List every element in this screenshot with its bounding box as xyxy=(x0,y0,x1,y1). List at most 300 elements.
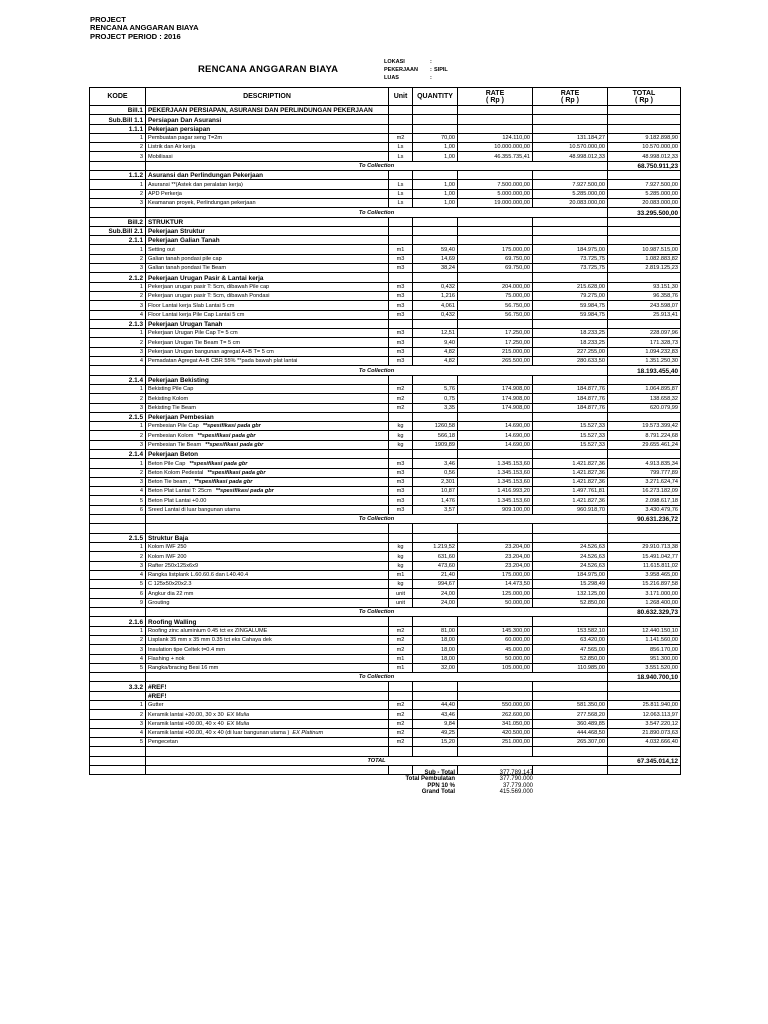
row-code: 3 xyxy=(90,198,146,207)
info-val: SIPIL xyxy=(434,67,448,74)
collection-total: 18.940.700,10 xyxy=(608,673,681,682)
row-rate-adjusted: 277.568,20 xyxy=(533,710,608,719)
empty-cell xyxy=(389,171,413,180)
row-total: 48.998.012,33 xyxy=(608,152,681,161)
document-title: RENCANA ANGGARAN BIAYA xyxy=(198,64,339,75)
row-code: 5 xyxy=(90,738,146,747)
row-rate: 265.500,00 xyxy=(458,357,533,366)
row-rate: 69.750,00 xyxy=(458,254,533,263)
row-total: 9.182.898,90 xyxy=(608,133,681,142)
table-row xyxy=(90,477,681,486)
summary-label: Grand Total xyxy=(421,788,455,795)
row-description xyxy=(146,338,389,347)
row-rate-adjusted: 360.489,85 xyxy=(533,719,608,728)
row-rate: 420.500,00 xyxy=(458,728,533,737)
row-description: #REF! xyxy=(146,691,389,700)
row-quantity: 566,18 xyxy=(413,431,458,440)
row-unit: Ls xyxy=(389,198,413,207)
empty-cell xyxy=(90,524,146,533)
col-rate-2-label: RATE xyxy=(560,89,580,97)
row-rate-adjusted: 20.083.000,00 xyxy=(533,198,608,207)
row-quantity: 5,76 xyxy=(413,384,458,393)
row-total: 4.032.666,40 xyxy=(608,738,681,747)
empty-cell xyxy=(413,273,458,282)
description-spec: **spesifikasi pada gbr xyxy=(207,469,266,476)
description-text: Pembesian Tie Beam xyxy=(148,441,202,448)
row-quantity: 3,57 xyxy=(413,505,458,514)
row-quantity: 12,51 xyxy=(413,329,458,338)
table-row xyxy=(90,589,681,598)
empty-cell xyxy=(413,449,458,458)
section-header-row xyxy=(90,171,681,180)
row-rate-adjusted: 184.975,00 xyxy=(533,570,608,579)
row-code: 2 xyxy=(90,143,146,152)
empty-cell xyxy=(90,608,146,617)
row-quantity: 70,00 xyxy=(413,133,458,142)
row-quantity: 1,00 xyxy=(413,189,458,198)
row-total: 25.811.940,00 xyxy=(608,701,681,710)
row-description xyxy=(146,198,389,207)
empty-cell xyxy=(533,171,608,180)
row-quantity: 44,40 xyxy=(413,701,458,710)
row-quantity: 15,20 xyxy=(413,738,458,747)
summary-value: 377.789.147 xyxy=(499,770,533,776)
empty-cell xyxy=(90,673,146,682)
row-rate-adjusted: 132.125,00 xyxy=(533,589,608,598)
description-text: Galian tanah pondasi pile cap xyxy=(148,256,222,263)
row-code: 1.1.1 xyxy=(90,124,146,133)
row-description xyxy=(146,728,389,737)
row-total: 138.658,32 xyxy=(608,394,681,403)
row-rate-adjusted: 59.984,75 xyxy=(533,310,608,319)
description-text: Gutter xyxy=(148,702,164,709)
section-header-row xyxy=(90,319,681,328)
empty-cell xyxy=(389,106,413,115)
description-text: Galian tanah pondasi Tie Beam xyxy=(148,265,227,272)
table-row xyxy=(90,542,681,551)
empty-cell xyxy=(90,208,146,217)
empty-cell xyxy=(608,691,681,700)
table-row xyxy=(90,710,681,719)
table-row xyxy=(90,329,681,338)
row-rate: 14.690,00 xyxy=(458,431,533,440)
row-rate: 14.690,00 xyxy=(458,440,533,449)
row-unit: m2 xyxy=(389,738,413,747)
summary-label: PPN 10 % xyxy=(427,782,455,789)
row-rate-adjusted: 15.527,33 xyxy=(533,422,608,431)
row-quantity: 0,432 xyxy=(413,310,458,319)
row-unit: m2 xyxy=(389,133,413,142)
row-rate-adjusted: 184.877,76 xyxy=(533,384,608,393)
row-code: 2 xyxy=(90,635,146,644)
project-period: PROJECT PERIOD : 2016 xyxy=(90,31,181,41)
row-quantity: 4,82 xyxy=(413,347,458,356)
row-description xyxy=(146,552,389,561)
row-total: 3.271.624,74 xyxy=(608,477,681,486)
empty-cell xyxy=(533,115,608,124)
empty-cell xyxy=(533,449,608,458)
row-unit: kg xyxy=(389,552,413,561)
row-code: 4 xyxy=(90,487,146,496)
row-code: 2 xyxy=(90,291,146,300)
row-code: Sub.Bill 1.1 xyxy=(90,115,146,124)
row-code: 2.1.5 xyxy=(90,533,146,542)
row-description xyxy=(146,264,389,273)
row-description xyxy=(146,635,389,644)
row-quantity: 81,00 xyxy=(413,626,458,635)
row-description xyxy=(146,663,389,672)
row-quantity: 1,00 xyxy=(413,198,458,207)
row-total: 171.328,73 xyxy=(608,338,681,347)
description-text: Pengecetan xyxy=(148,739,178,746)
empty-cell xyxy=(413,106,458,115)
row-rate: 341.050,00 xyxy=(458,719,533,728)
row-code: 3 xyxy=(90,561,146,570)
section-header-row xyxy=(90,412,681,421)
row-rate: 1.345.153,60 xyxy=(458,477,533,486)
empty-cell xyxy=(90,366,146,375)
description-text: Floor Lantai kerja Pile Cap Lantai 5 cm xyxy=(148,311,245,318)
empty-cell xyxy=(389,412,413,421)
row-quantity: 1.219,52 xyxy=(413,542,458,551)
row-rate: 1.345.153,60 xyxy=(458,496,533,505)
row-unit: m3 xyxy=(389,310,413,319)
row-total: 11.615.811,02 xyxy=(608,561,681,570)
row-total: 951.300,00 xyxy=(608,654,681,663)
row-description: Persiapan Dan Asuransi xyxy=(146,115,389,124)
row-rate: 14.473,50 xyxy=(458,580,533,589)
empty-cell xyxy=(389,115,413,124)
empty-cell xyxy=(413,124,458,133)
row-rate: 174.908,00 xyxy=(458,394,533,403)
empty-cell xyxy=(413,617,458,626)
empty-cell xyxy=(533,273,608,282)
row-total: 96.358,76 xyxy=(608,291,681,300)
empty-cell xyxy=(608,217,681,226)
table-row xyxy=(90,561,681,570)
empty-cell xyxy=(533,682,608,691)
row-unit: m3 xyxy=(389,357,413,366)
empty-cell xyxy=(146,766,389,775)
table-row xyxy=(90,701,681,710)
row-description xyxy=(146,347,389,356)
row-description xyxy=(146,561,389,570)
row-quantity: 4,061 xyxy=(413,301,458,310)
row-quantity: 3,46 xyxy=(413,459,458,468)
row-rate: 50.000,00 xyxy=(458,654,533,663)
table-row xyxy=(90,598,681,607)
row-quantity: 38,24 xyxy=(413,264,458,273)
row-rate-adjusted: 131.184,27 xyxy=(533,133,608,142)
row-code: 1 xyxy=(90,133,146,142)
table-row xyxy=(90,570,681,579)
row-code: 5 xyxy=(90,496,146,505)
row-rate: 1.345.153,60 xyxy=(458,459,533,468)
table-row xyxy=(90,496,681,505)
row-rate: 60.000,00 xyxy=(458,635,533,644)
project-name: RENCANA ANGGARAN BIAYA xyxy=(90,23,199,33)
row-description xyxy=(146,459,389,468)
row-description xyxy=(146,477,389,486)
row-rate: 204.000,00 xyxy=(458,282,533,291)
row-unit: m2 xyxy=(389,626,413,635)
empty-cell xyxy=(458,747,533,756)
row-code: 5 xyxy=(90,580,146,589)
empty-cell xyxy=(608,124,681,133)
row-quantity: 994,67 xyxy=(413,580,458,589)
row-rate: 175.000,00 xyxy=(458,570,533,579)
row-description xyxy=(146,310,389,319)
row-total: 29.910.713,38 xyxy=(608,542,681,551)
empty-cell xyxy=(413,747,458,756)
row-unit: m1 xyxy=(389,570,413,579)
empty-cell xyxy=(458,412,533,421)
project-label: PROJECT xyxy=(90,15,126,24)
empty-cell xyxy=(413,115,458,124)
table-row xyxy=(90,580,681,589)
empty-cell xyxy=(458,691,533,700)
table-row xyxy=(90,738,681,747)
row-code: 2.1.6 xyxy=(90,617,146,626)
row-quantity: 473,60 xyxy=(413,561,458,570)
row-rate-adjusted: 110.985,00 xyxy=(533,663,608,672)
description-text: Pekerjaan urugan pasir T: 5cm, dibawah Pondasi xyxy=(148,293,270,300)
table-header xyxy=(90,88,681,106)
row-code: 1 xyxy=(90,542,146,551)
collection-row xyxy=(90,673,681,682)
empty-cell xyxy=(608,524,681,533)
row-description xyxy=(146,282,389,291)
row-description xyxy=(146,570,389,579)
row-rate: 550.000,00 xyxy=(458,701,533,710)
row-code: 3 xyxy=(90,403,146,412)
row-quantity: 3,35 xyxy=(413,403,458,412)
row-total: 12.440.150,10 xyxy=(608,626,681,635)
row-rate-adjusted: 52.850,00 xyxy=(533,654,608,663)
empty-cell xyxy=(533,319,608,328)
table-row xyxy=(90,440,681,449)
row-description xyxy=(146,589,389,598)
empty-cell xyxy=(533,236,608,245)
empty-cell xyxy=(389,375,413,384)
row-quantity: 1,476 xyxy=(413,496,458,505)
collection-label: To Collection xyxy=(146,161,608,170)
row-quantity: 24,00 xyxy=(413,589,458,598)
collection-total: 90.631.236,72 xyxy=(608,515,681,524)
description-text: Keramik lantai +20.00, 30 x 30 xyxy=(148,711,224,718)
empty-cell xyxy=(413,412,458,421)
empty-cell xyxy=(90,161,146,170)
row-description: Asuransi dan Perlindungan Pekerjaan xyxy=(146,171,389,180)
section-header-row xyxy=(90,236,681,245)
row-unit: m3 xyxy=(389,329,413,338)
collection-total: 80.632.329,73 xyxy=(608,608,681,617)
empty-cell xyxy=(458,319,533,328)
description-spec: **spesifikasi pada gbr xyxy=(205,441,264,448)
row-unit: m2 xyxy=(389,710,413,719)
collection-label: To Collection xyxy=(146,515,608,524)
row-rate-adjusted: 444.468,50 xyxy=(533,728,608,737)
row-total: 3.171.000,00 xyxy=(608,589,681,598)
row-description xyxy=(146,710,389,719)
row-description xyxy=(146,189,389,198)
row-rate: 56.750,00 xyxy=(458,301,533,310)
empty-cell xyxy=(413,236,458,245)
row-code: 2.1.1 xyxy=(90,236,146,245)
empty-cell xyxy=(389,533,413,542)
project-header xyxy=(90,16,199,41)
summary-label: Sub - Total xyxy=(424,770,455,776)
empty-cell xyxy=(608,226,681,235)
table-row xyxy=(90,143,681,152)
row-unit: kg xyxy=(389,580,413,589)
row-unit: m3 xyxy=(389,496,413,505)
row-rate-adjusted: 960.918,70 xyxy=(533,505,608,514)
row-total: 3.958.465,00 xyxy=(608,570,681,579)
row-rate-adjusted: 581.350,00 xyxy=(533,701,608,710)
row-description: Pekerjaan Bekisting xyxy=(146,375,389,384)
empty-cell xyxy=(146,524,389,533)
row-description xyxy=(146,143,389,152)
row-total: 10.570.000,00 xyxy=(608,143,681,152)
row-rate: 17.250,00 xyxy=(458,329,533,338)
row-code: 1 xyxy=(90,245,146,254)
row-rate-adjusted: 10.570.000,00 xyxy=(533,143,608,152)
description-text: Pemadatan Agregat A+B CBR 55% **pada bawah plat lantai xyxy=(148,358,298,365)
row-rate: 10.000.000,00 xyxy=(458,143,533,152)
col-rate-1-unit: ( Rp ) xyxy=(486,96,504,104)
section-header-row xyxy=(90,124,681,133)
row-total: 93.151,30 xyxy=(608,282,681,291)
row-rate: 145.300,00 xyxy=(458,626,533,635)
empty-cell xyxy=(608,449,681,458)
row-code: 4 xyxy=(90,310,146,319)
empty-cell xyxy=(413,217,458,226)
description-brand: EX Mulia xyxy=(226,720,250,727)
row-description xyxy=(146,254,389,263)
row-code: 4 xyxy=(90,654,146,663)
collection-label: To Collection xyxy=(146,608,608,617)
empty-cell xyxy=(389,524,413,533)
table-row xyxy=(90,338,681,347)
collection-label: To Collection xyxy=(146,366,608,375)
description-text: Pekerjaan Urugan Tie Beam T= 5 cm xyxy=(148,339,241,346)
row-rate-adjusted: 63.420,00 xyxy=(533,635,608,644)
description-text: Floor Lantai kerja Slab Lantai 5 cm xyxy=(148,302,235,309)
summary-value: 377.790.000 xyxy=(499,776,533,783)
row-code: 2 xyxy=(90,710,146,719)
empty-cell xyxy=(458,375,533,384)
row-code: 5 xyxy=(90,663,146,672)
collection-total: 68.750.911,23 xyxy=(608,161,681,170)
row-code: 6 xyxy=(90,505,146,514)
col-unit: Unit xyxy=(389,88,413,106)
row-unit: m3 xyxy=(389,282,413,291)
row-rate-adjusted: 73.725,75 xyxy=(533,264,608,273)
empty-cell xyxy=(458,124,533,133)
row-unit: kg xyxy=(389,440,413,449)
row-rate: 50.000,00 xyxy=(458,598,533,607)
row-description xyxy=(146,738,389,747)
row-rate-adjusted: 15.527,33 xyxy=(533,431,608,440)
empty-cell xyxy=(608,106,681,115)
row-code: 4 xyxy=(90,728,146,737)
section-header-row xyxy=(90,617,681,626)
row-rate-adjusted: 1.421.827,36 xyxy=(533,496,608,505)
collection-total: 18.193.455,40 xyxy=(608,366,681,375)
row-code: 3 xyxy=(90,301,146,310)
info-row xyxy=(384,66,448,74)
table-row xyxy=(90,728,681,737)
info-row xyxy=(384,74,448,82)
description-text: Keamanan proyek, Perlindungan pekerjaan xyxy=(148,200,256,207)
description-text: Rangka/bracing Besi 16 mm xyxy=(148,665,219,672)
row-rate-adjusted: 24.526,63 xyxy=(533,561,608,570)
description-text: Bekisting Pile Cap xyxy=(148,386,194,393)
row-total: 21.890.073,63 xyxy=(608,728,681,737)
row-code: 2 xyxy=(90,552,146,561)
row-description xyxy=(146,329,389,338)
row-description: Pekerjaan Galian Tanah xyxy=(146,236,389,245)
blank-row xyxy=(90,766,681,775)
row-rate: 19.000.000,00 xyxy=(458,198,533,207)
table-row xyxy=(90,422,681,431)
row-description xyxy=(146,394,389,403)
empty-cell xyxy=(458,171,533,180)
row-rate: 69.750,00 xyxy=(458,264,533,273)
row-quantity: 21,40 xyxy=(413,570,458,579)
col-rate-2 xyxy=(533,88,608,106)
empty-cell xyxy=(533,375,608,384)
empty-cell xyxy=(458,682,533,691)
section-header-row xyxy=(90,273,681,282)
table-row xyxy=(90,357,681,366)
row-total: 15.216.897,58 xyxy=(608,580,681,589)
empty-cell xyxy=(413,319,458,328)
empty-cell xyxy=(533,106,608,115)
row-description: Pekerjaan Urugan Pasir & Lantai kerja xyxy=(146,273,389,282)
row-quantity: 631,60 xyxy=(413,552,458,561)
empty-cell xyxy=(413,171,458,180)
row-code: 1 xyxy=(90,329,146,338)
row-total: 5.285.000,00 xyxy=(608,189,681,198)
description-text: Rangka listplank L.60.60.6 dan L40.40.4 xyxy=(148,572,249,579)
row-rate-adjusted: 7.927.500,00 xyxy=(533,180,608,189)
table-row xyxy=(90,245,681,254)
info-key: PEKERJAAN xyxy=(384,67,418,74)
row-rate: 75.000,00 xyxy=(458,291,533,300)
table-row xyxy=(90,347,681,356)
row-unit: m1 xyxy=(389,245,413,254)
row-total: 1.064.895,87 xyxy=(608,384,681,393)
description-text: Sreed Lantai di luar bangunan utama xyxy=(148,507,241,514)
row-quantity: 59,40 xyxy=(413,245,458,254)
row-code: 2 xyxy=(90,468,146,477)
row-rate-adjusted: 1.421.827,36 xyxy=(533,468,608,477)
empty-cell xyxy=(389,124,413,133)
description-text: Grouting xyxy=(148,600,170,607)
row-unit: m2 xyxy=(389,645,413,654)
row-unit: Ls xyxy=(389,152,413,161)
empty-cell xyxy=(389,236,413,245)
empty-cell xyxy=(413,682,458,691)
row-description xyxy=(146,245,389,254)
row-unit: Ls xyxy=(389,143,413,152)
row-total: 3.551.520,00 xyxy=(608,663,681,672)
section-header-row xyxy=(90,375,681,384)
row-code: 3 xyxy=(90,152,146,161)
row-code: 2 xyxy=(90,254,146,263)
